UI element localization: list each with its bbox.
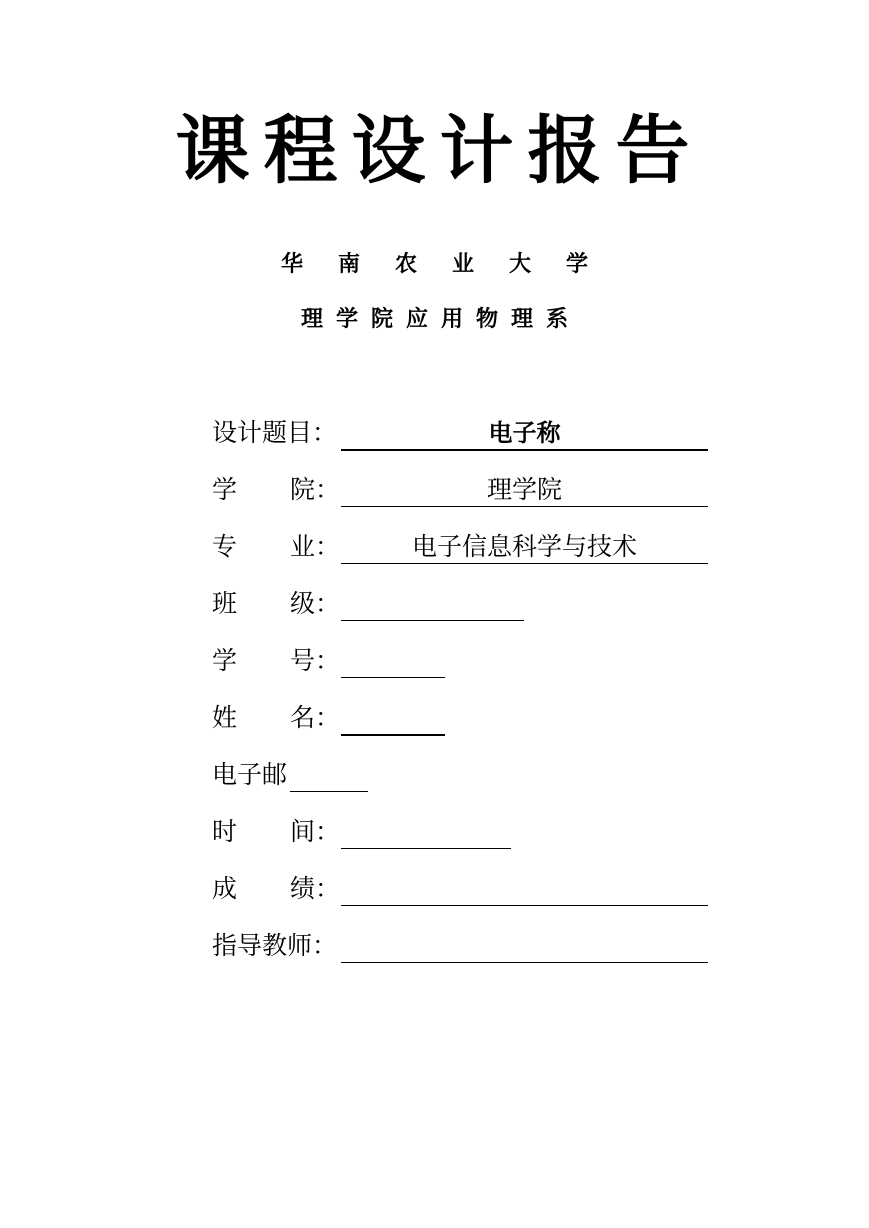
- field-college: [212, 473, 712, 507]
- topic-value[interactable]: [341, 416, 708, 451]
- grade-label-char2: 绩：: [290, 874, 341, 903]
- major-label-char2: 业：: [290, 532, 341, 561]
- field-advisor: [212, 929, 712, 963]
- student-id-value[interactable]: [341, 644, 445, 678]
- field-grade: [212, 872, 712, 906]
- field-email: [212, 758, 712, 792]
- name-label-char1: 姓: [212, 703, 238, 732]
- field-name: [212, 701, 712, 735]
- field-time: [212, 815, 712, 849]
- student-id-label-char2: 号：: [290, 646, 341, 675]
- time-label-char2: 间：: [290, 817, 341, 846]
- major-value[interactable]: 电子信息科学与技术: [341, 530, 708, 564]
- class-value[interactable]: [341, 587, 524, 621]
- grade-value[interactable]: [341, 872, 708, 906]
- university-name: 华南农业大学: [280, 252, 623, 277]
- field-topic: [212, 416, 712, 450]
- class-label-char2: 级：: [290, 589, 341, 618]
- college-label-char2: 院：: [290, 475, 341, 504]
- report-title: 课程设计报告: [175, 108, 704, 194]
- name-value[interactable]: [341, 701, 445, 736]
- college-value[interactable]: 理学院: [341, 473, 708, 507]
- class-label-char1: 班: [212, 589, 238, 618]
- field-class: [212, 587, 712, 621]
- college-label-char1: 学: [212, 475, 238, 504]
- student-id-label-char1: 学: [212, 646, 238, 675]
- major-label-char1: 专: [212, 532, 238, 561]
- topic-label: 设计题目：: [212, 418, 338, 447]
- email-label: 电子邮: [212, 760, 288, 789]
- department-name: 理学院应用物理系: [300, 307, 581, 332]
- time-value[interactable]: [341, 815, 511, 849]
- grade-label-char1: 成: [212, 874, 238, 903]
- advisor-label: 指导教师：: [212, 931, 338, 960]
- field-major: [212, 530, 712, 564]
- email-value[interactable]: [290, 758, 368, 792]
- name-label-char2: 名：: [290, 703, 341, 732]
- advisor-value[interactable]: [341, 929, 708, 963]
- time-label-char1: 时: [212, 817, 238, 846]
- topic-value-text: 电子称: [488, 419, 561, 447]
- field-student-id: [212, 644, 712, 678]
